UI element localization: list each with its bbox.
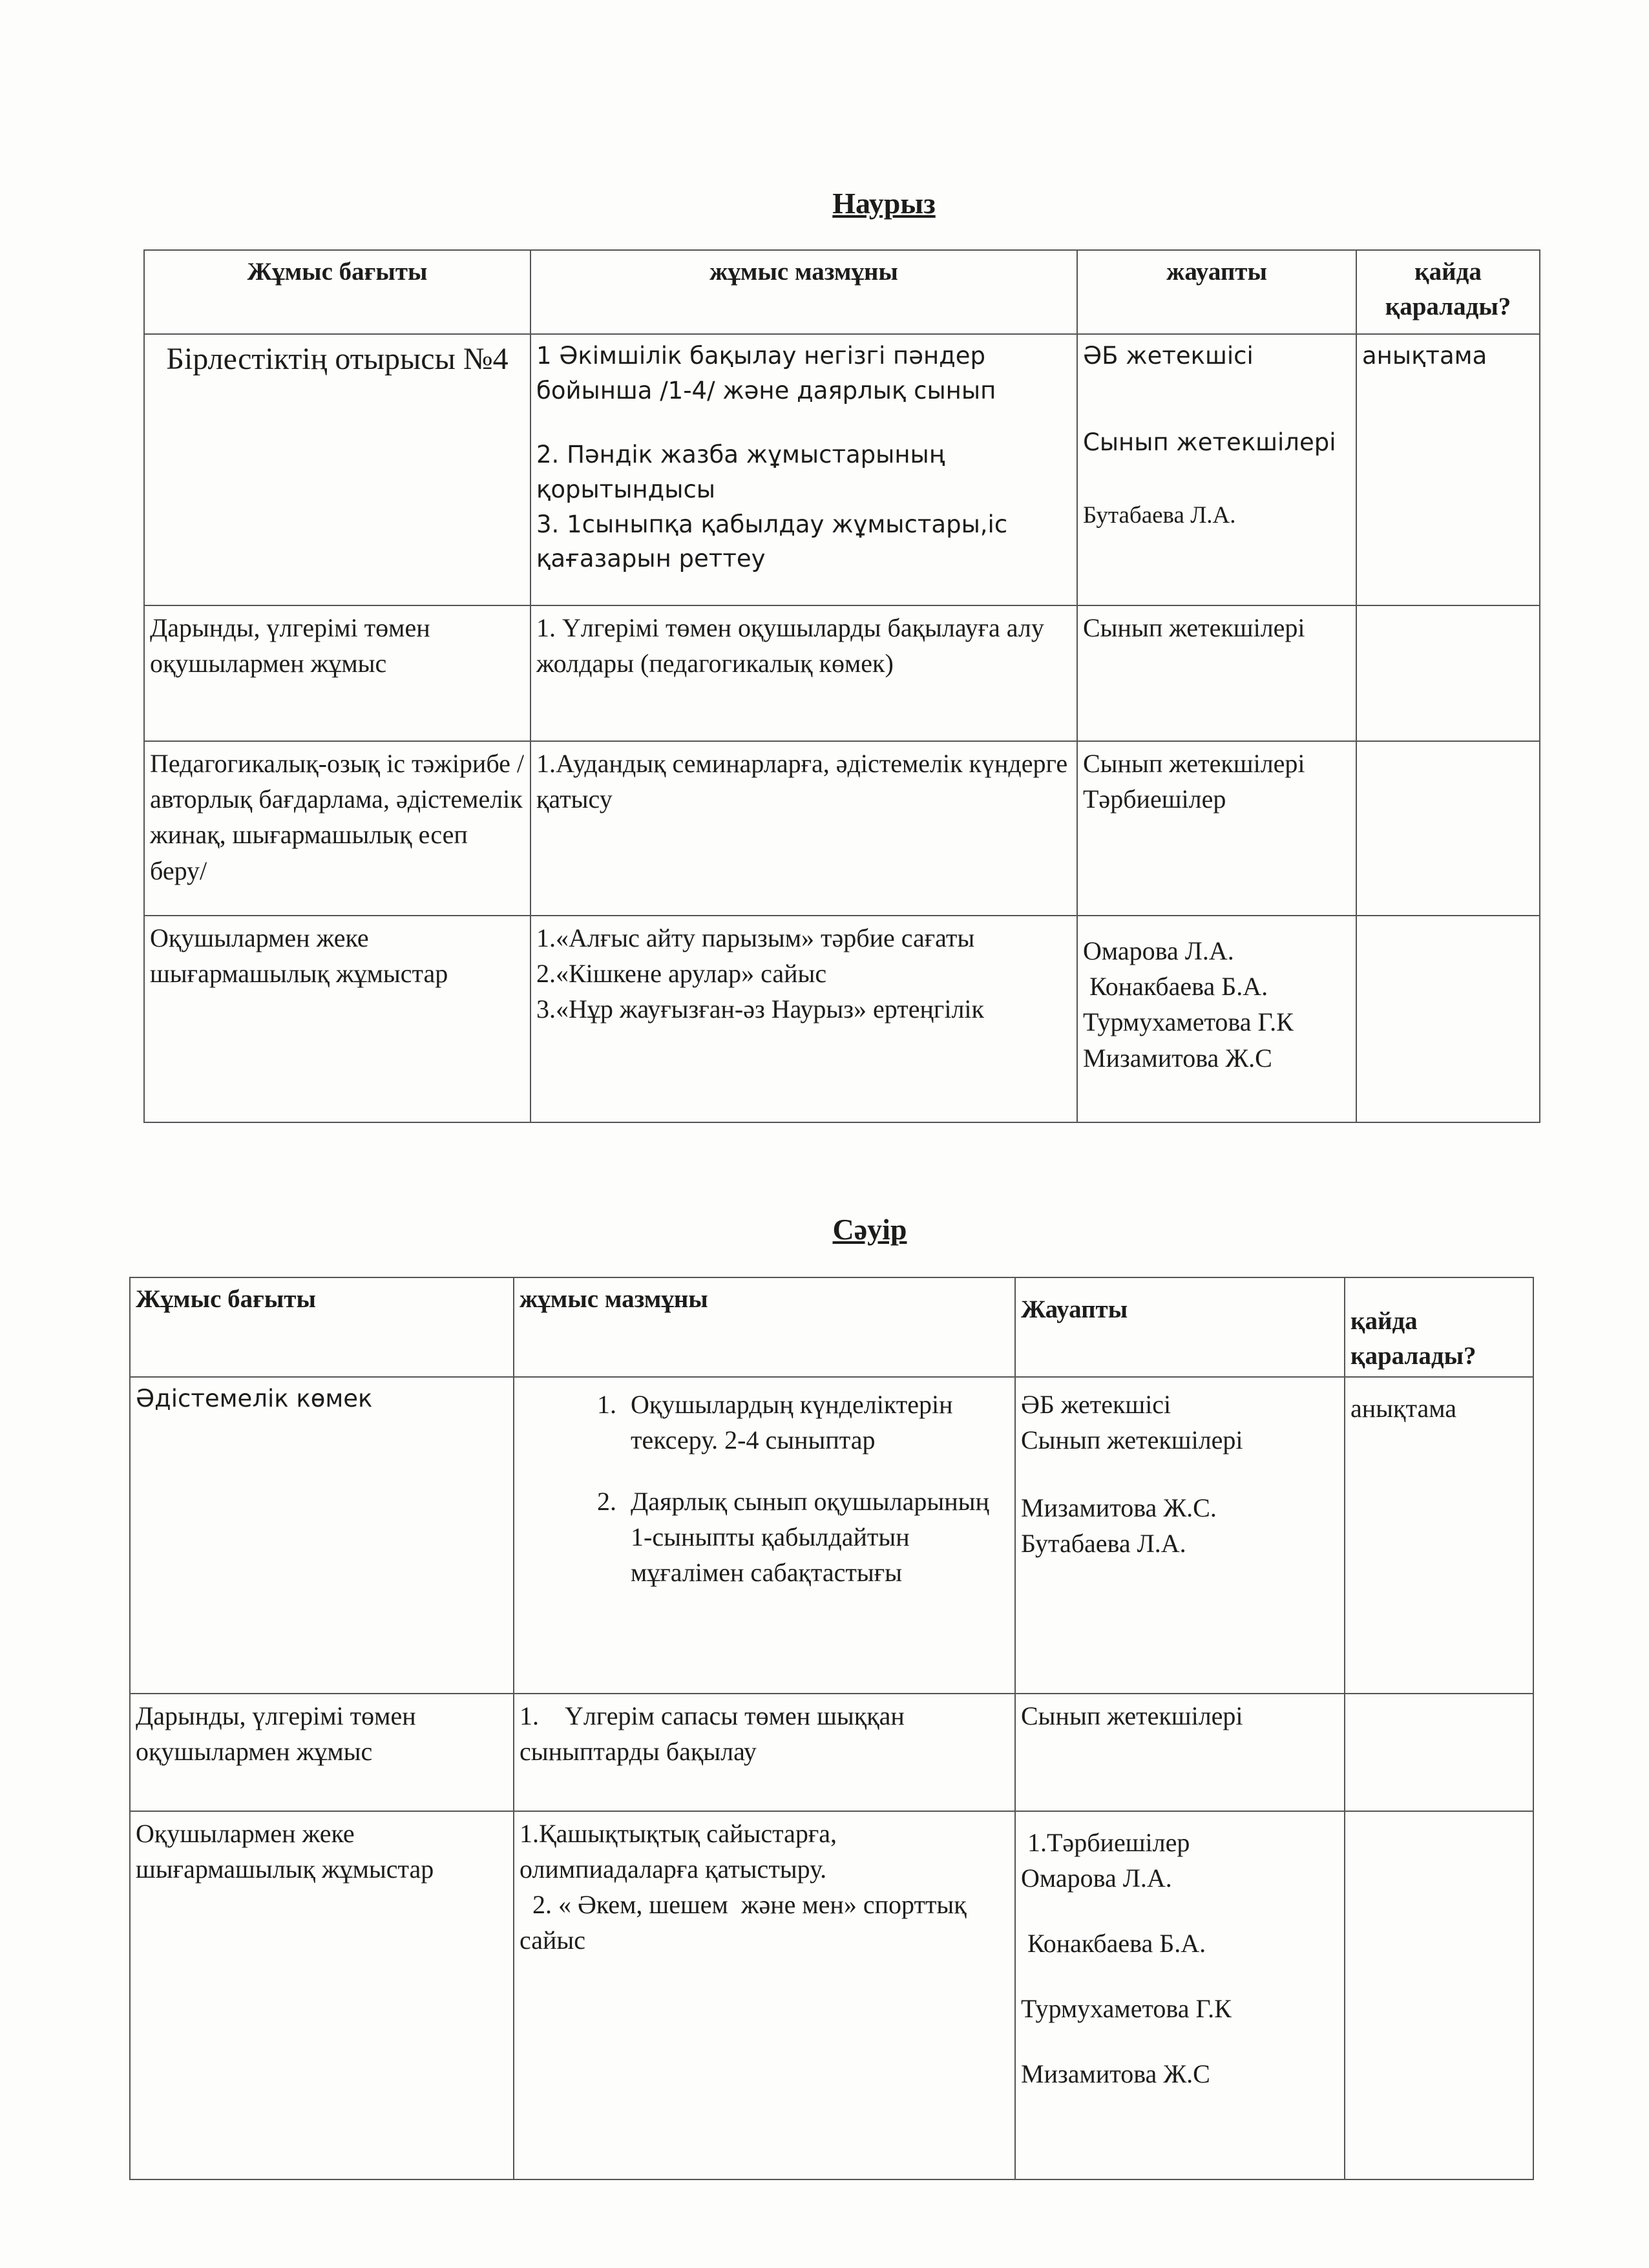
header-direction: Жұмыс бағыты (144, 250, 530, 334)
responsible-line: Конакбаева Б.А. (1083, 972, 1268, 1002)
section-title-nauryz: Наурыз (832, 187, 936, 220)
responsible-line: Турмухаметова Г.К (1021, 1994, 1232, 2024)
content-line: 2. « Әкем, шешем және мен» спорттық сайыс (520, 1890, 973, 1955)
row-direction: Оқушылармен жеке шығармашылық жұмыстар (144, 916, 530, 1122)
content-line: 2.«Кішкене арулар» сайыс (536, 959, 827, 989)
row-direction: Әдістемелік көмек (130, 1377, 514, 1694)
table-row (144, 741, 1540, 916)
row-where (1356, 605, 1540, 741)
row-responsible: Сынып жетекшілері (1077, 605, 1356, 741)
table-row (144, 605, 1540, 741)
row-where (1345, 1811, 1533, 2179)
responsible-line: Омарова Л.А. (1083, 936, 1234, 965)
table-row (144, 916, 1540, 1122)
header-direction: Жұмыс бағыты (130, 1277, 514, 1377)
row-responsible (1077, 741, 1356, 916)
content-line: 1.«Алғыс айту парызым» тәрбие сағаты (536, 923, 975, 952)
responsible-line: Тәрбиешілер (1083, 784, 1226, 814)
row-where (1345, 1694, 1533, 1811)
table-row (130, 1811, 1533, 2179)
content-line: 1.Қашықтықтық сайыстарға, олимпиадаларға қатыстыру. (520, 1818, 837, 1884)
row-direction: Бірлестіктің отырысы №4 (144, 334, 530, 605)
row-where (1356, 741, 1540, 916)
responsible-line: 1.Тәрбиешілер (1021, 1827, 1190, 1857)
row-content: 1. Үлгерімі төмен оқушыларды бақылауға алу жолдары (педагогикалық көмек) (530, 605, 1077, 741)
responsible-line: Мизамитова Ж.С (1083, 1043, 1272, 1073)
responsible-line: Омарова Л.А. (1021, 1863, 1172, 1893)
row-responsible (1077, 334, 1356, 605)
row-content (530, 334, 1077, 605)
row-responsible (1015, 1811, 1345, 2179)
responsible-line: Бутабаева Л.А. (1021, 1529, 1186, 1559)
header-responsible: жауапты (1077, 250, 1356, 334)
responsible-line: ӘБ жетекшісі (1021, 1389, 1171, 1419)
table-header-row (144, 250, 1540, 334)
list-item-text: Даярлық сынып оқушыларының 1-сыныпты қабылдайтын мұғалімен сабақтастығы (631, 1487, 989, 1588)
row-where: анықтама (1345, 1377, 1533, 1694)
responsible-line: Бутабаева Л.А. (1083, 502, 1236, 529)
content-line: 3.«Нұр жауғызған-әз Наурыз» ертеңгілік (536, 994, 984, 1024)
row-direction: Дарынды, үлгерімі төмен оқушылармен жұмыс (144, 605, 530, 741)
responsible-line: Турмухаметова Г.К (1083, 1007, 1294, 1037)
row-responsible (1015, 1377, 1345, 1694)
table-header-row (130, 1277, 1533, 1377)
responsible-line: Мизамитова Ж.С (1021, 2059, 1210, 2089)
list-item (520, 1484, 1009, 1591)
row-direction: Дарынды, үлгерімі төмен оқушылармен жұмыс (130, 1694, 514, 1811)
responsible-line: Сынып жетекшілері (1083, 749, 1305, 778)
row-content (530, 916, 1077, 1122)
responsible-line: Сынып жетекшілері (1021, 1425, 1243, 1454)
header-where: қайда қаралады? (1356, 250, 1540, 334)
content-line: 1 Әкімшілік бақылау негізгі пәндер бойынша /1-4/ және даярлық сынып (536, 342, 996, 404)
table-row (130, 1694, 1533, 1811)
responsible-line: Мизамитова Ж.С. (1021, 1493, 1217, 1522)
responsible-line: Конакбаева Б.А. (1021, 1929, 1206, 1958)
header-where: қайда қаралады? (1345, 1277, 1533, 1377)
table-row (130, 1377, 1533, 1694)
row-responsible (1077, 916, 1356, 1122)
content-line: 3. 1сыныпқа қабылдау жұмыстары,іс қағазарын реттеу (536, 510, 1008, 573)
row-responsible: Сынып жетекшілері (1015, 1694, 1345, 1811)
responsible-line: Сынып жетекшілері (1083, 428, 1336, 456)
sauir-table (129, 1277, 1534, 2180)
row-direction: Оқушылармен жеке шығармашылық жұмыстар (130, 1811, 514, 2179)
header-content: жұмыс мазмұны (514, 1277, 1015, 1377)
list-item-text: Оқушылардың күнделіктерін тексеру. 2-4 сыныптар (631, 1389, 953, 1454)
section-title-sauir: Сәуір (832, 1213, 907, 1246)
row-where: анықтама (1356, 334, 1540, 605)
table-row (144, 334, 1540, 605)
content-line: 2. Пәндік жазба жұмыстарының қорытындысы (536, 441, 945, 503)
list-item-number: 2. (597, 1487, 616, 1516)
list-item (520, 1387, 1009, 1458)
row-content: 1.Аудандық семинарларға, әдістемелік күндерге қатысу (530, 741, 1077, 916)
list-item-number: 1. (597, 1389, 616, 1419)
nauryz-table (143, 249, 1540, 1123)
row-content (514, 1811, 1015, 2179)
row-direction: Педагогикалық-озық іс тәжірибе /авторлық бағдарлама, әдістемелік жинақ, шығармашылық есеп беру/ (144, 741, 530, 916)
row-where (1356, 916, 1540, 1122)
responsible-line: ӘБ жетекшісі (1083, 342, 1254, 370)
row-content: 1. Үлгерім сапасы төмен шыққан сыныптарды бақылау (514, 1694, 1015, 1811)
row-content (514, 1377, 1015, 1694)
header-responsible: Жауапты (1015, 1277, 1345, 1377)
header-content: жұмыс мазмұны (530, 250, 1077, 334)
